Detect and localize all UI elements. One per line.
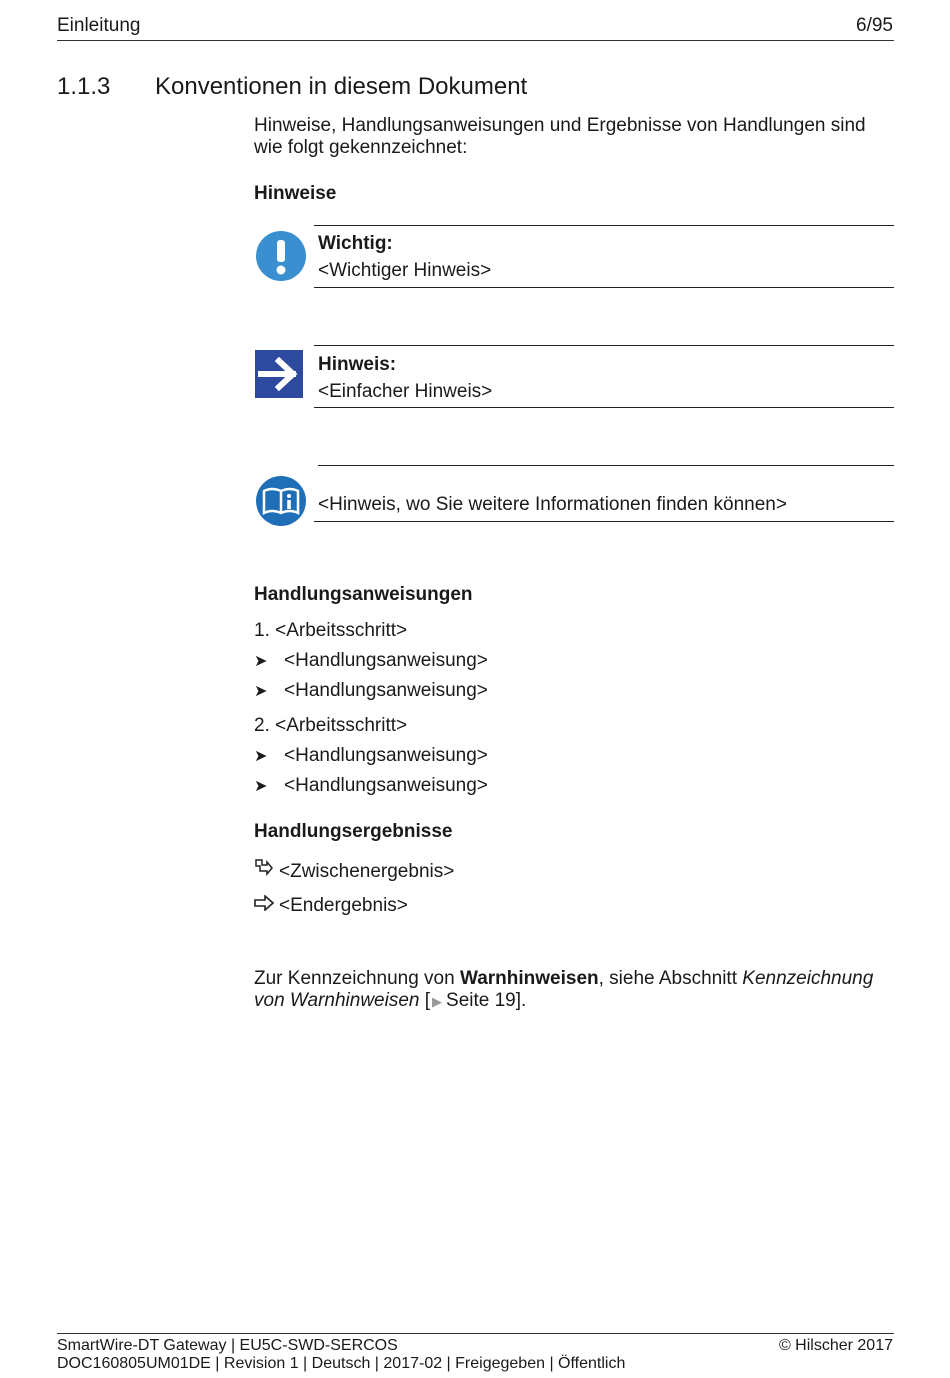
info-book-icon xyxy=(255,475,307,527)
info-note-bottom-rule xyxy=(314,521,894,522)
section-title: Konventionen in diesem Dokument xyxy=(155,73,528,100)
header-divider xyxy=(57,40,894,41)
page-header-title: Einleitung xyxy=(57,15,141,36)
page-reference-link[interactable]: Seite 19 xyxy=(446,990,516,1011)
section-number: 1.1.3 xyxy=(57,73,111,100)
final-result: <Endergebnis> xyxy=(254,895,408,917)
instructions-heading: Handlungsanweisungen xyxy=(254,584,473,605)
simple-note-top-rule xyxy=(314,345,894,346)
exclamation-icon xyxy=(255,230,307,282)
arrowhead-bullet-icon: ➤ xyxy=(254,653,268,670)
simple-note-text: <Einfacher Hinweis> xyxy=(318,381,493,402)
simple-note-label: Hinweis: xyxy=(318,354,397,375)
page-number: 6/95 xyxy=(856,15,893,36)
footer-product: SmartWire-DT Gateway | EU5C-SWD-SERCOS xyxy=(57,1337,398,1354)
intermediate-result: <Zwischenergebnis> xyxy=(254,857,454,883)
results-heading: Handlungsergebnisse xyxy=(254,821,453,842)
info-note-text: <Hinweis, wo Sie weitere Informationen finden können> xyxy=(318,494,787,515)
warning-reference-paragraph: Zur Kennzeichnung von Warnhinweisen, siehe Abschnitt Kennzeichnung von Warnhinweisen [ ▶ Seite 19]. xyxy=(254,968,874,1011)
footer-copyright: © Hilscher 2017 xyxy=(778,1337,893,1354)
work-step-2: 2. <Arbeitsschritt> xyxy=(254,715,408,736)
important-note-bottom-rule xyxy=(314,287,894,288)
simple-note-bottom-rule xyxy=(314,407,894,408)
intro-paragraph: Hinweise, Handlungsanweisungen und Ergebnisse von Handlungen sind wie folgt gekennzeichnet: xyxy=(254,115,866,158)
arrowhead-bullet-icon: ➤ xyxy=(254,683,268,700)
important-note-top-rule xyxy=(314,225,894,226)
info-note-top-rule xyxy=(318,465,894,466)
arrowhead-bullet-icon: ➤ xyxy=(254,748,268,765)
intermediate-result-arrow-icon xyxy=(254,857,279,883)
instruction-item: ➤ <Handlungsanweisung> xyxy=(254,650,488,671)
important-note-label: Wichtig: xyxy=(318,233,393,254)
instruction-item: ➤ <Handlungsanweisung> xyxy=(254,775,488,796)
final-result-arrow-icon xyxy=(254,895,279,917)
hinweise-heading: Hinweise xyxy=(254,183,337,204)
page-reference-arrow-icon: ▶ xyxy=(432,994,443,1009)
important-note-text: <Wichtiger Hinweis> xyxy=(318,260,492,281)
footer-document-info: DOC160805UM01DE | Revision 1 | Deutsch | 2017-02 | Freigegeben | Öffentlich xyxy=(57,1355,626,1372)
instruction-item: ➤ <Handlungsanweisung> xyxy=(254,745,488,766)
work-step-1: 1. <Arbeitsschritt> xyxy=(254,620,408,641)
arrowhead-bullet-icon: ➤ xyxy=(254,778,268,795)
footer-divider xyxy=(57,1333,894,1334)
instruction-item: ➤ <Handlungsanweisung> xyxy=(254,680,488,701)
arrow-right-icon xyxy=(255,350,303,398)
